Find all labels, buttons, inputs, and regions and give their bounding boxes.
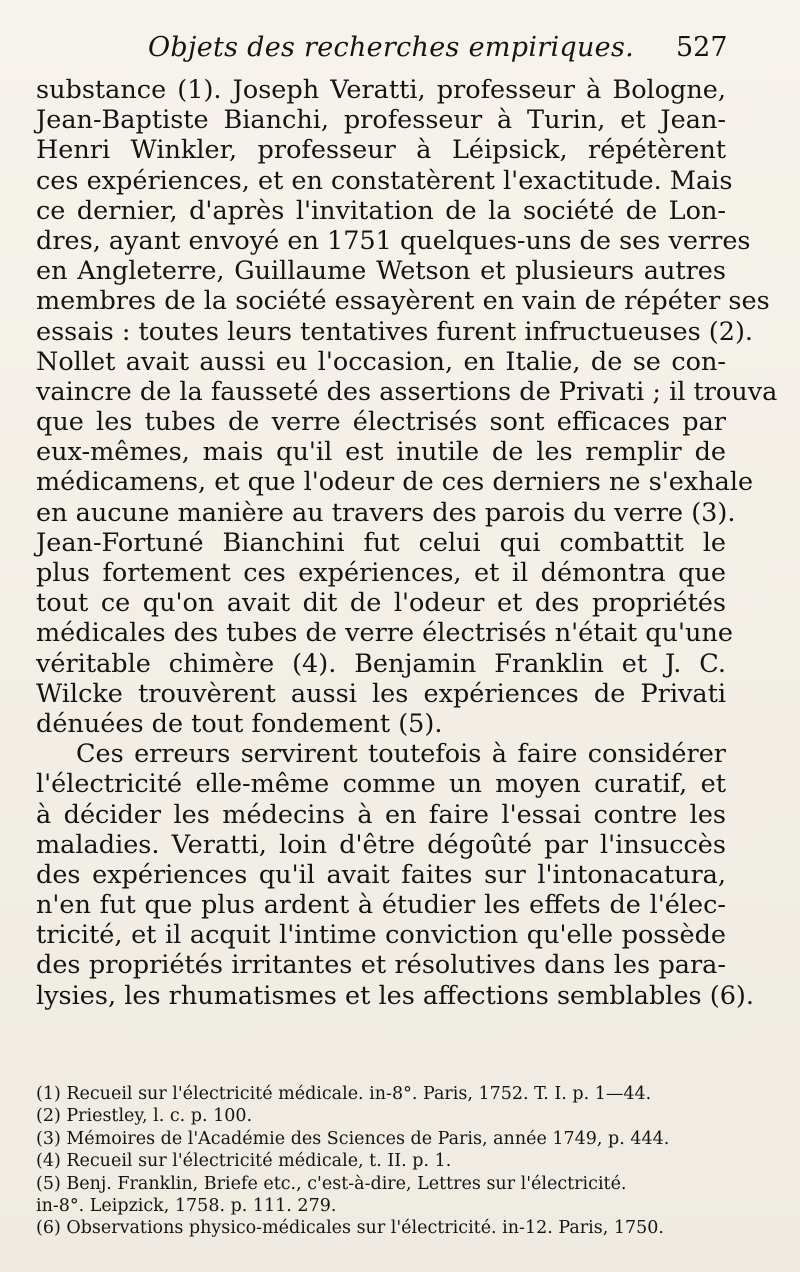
running-title: Objets des recherches empiriques.: [148, 32, 634, 63]
text-line: des propriétés irritantes et résolutives dans les para-: [36, 950, 726, 981]
footnote: (1) Recueil sur l'électricité médicale. in-8°. Paris, 1752. T. I. p. 1—44.: [36, 1084, 652, 1104]
text-line: essais : toutes leurs tentatives furent infructueuses (2).: [36, 316, 754, 347]
text-line: en aucune manière au travers des parois du verre (3).: [36, 497, 736, 528]
text-line: médicales des tubes de verre électrisés n'était qu'une: [36, 618, 733, 649]
text-line: véritable chimère (4). Benjamin Franklin et J. C.: [36, 648, 726, 679]
text-line: Ces erreurs servirent toutefois à faire considérer: [76, 739, 726, 770]
text-line: l'électricité elle-même comme un moyen curatif, et: [36, 769, 726, 800]
footnote: (4) Recueil sur l'électricité médicale, t. II. p. 1.: [36, 1151, 452, 1172]
text-line: vaincre de la fausseté des assertions de Privati ; il trouva: [36, 376, 778, 407]
footnote: (5) Benj. Franklin, Briefe etc., c'est-à-dire, Lettres sur l'électricité.: [36, 1173, 627, 1194]
footnotes: [36, 1083, 726, 1240]
text-line: dres, ayant envoyé en 1751 quelques-uns de ses verres: [36, 225, 751, 256]
text-line: tout ce qu'on avait dit de l'odeur et des propriétés: [36, 588, 726, 619]
text-line: Nollet avait aussi eu l'occasion, en Italie, de se con-: [36, 346, 726, 377]
text-line: tricité, et il acquit l'intime conviction qu'elle possède: [36, 920, 726, 951]
text-line: n'en fut que plus ardent à étudier les effets de l'élec-: [36, 890, 726, 921]
footnote: in-8°. Leipzick, 1758. p. 111. 279.: [36, 1195, 337, 1216]
text-line: Wilcke trouvèrent aussi les expériences de Privati: [36, 678, 726, 709]
text-line: eux-mêmes, mais qu'il est inutile de les remplir de: [36, 437, 726, 468]
footnote: (2) Priestley, l. c. p. 100.: [36, 1106, 253, 1127]
text-line: plus fortement ces expériences, et il démontra que: [36, 558, 726, 588]
page-number: 527: [676, 32, 728, 63]
text-line: Henri Winkler, professeur à Léipsick, répétèrent: [36, 135, 726, 166]
text-line: ce dernier, d'après l'invitation de la société de Lon-: [36, 195, 726, 226]
text-line: lysies, les rhumatismes et les affections semblables (6).: [36, 980, 754, 1011]
footnote: (6) Observations physico-médicales sur l'électricité. in-12. Paris, 1750.: [36, 1218, 664, 1239]
text-line: médicamens, et que l'odeur de ces derniers ne s'exhale: [36, 467, 754, 498]
text-line: maladies. Veratti, loin d'être dégoûté par l'insuccès: [36, 829, 726, 860]
text-line: en Angleterre, Guillaume Wetson et plusieurs autres: [36, 256, 726, 287]
text-line: à décider les médecins à en faire l'essai contre les: [36, 799, 726, 830]
page-header: [0, 28, 800, 68]
text-line: Jean-Baptiste Bianchi, professeur à Turin, et Jean-: [36, 105, 726, 136]
text-line: substance (1). Joseph Veratti, professeur à Bologne,: [36, 75, 726, 105]
text-line: ces expériences, et en constatèrent l'exactitude. Mais: [36, 165, 733, 196]
text-line: que les tubes de verre électrisés sont efficaces par: [36, 407, 726, 438]
body-text: [36, 75, 778, 1011]
text-line: membres de la société essayèrent en vain de répéter ses: [36, 286, 770, 317]
text-line: des expériences qu'il avait faites sur l'intonacatura,: [36, 859, 726, 890]
text-line: Jean-Fortuné Bianchini fut celui qui combattit le: [36, 527, 726, 558]
footnote: (3) Mémoires de l'Académie des Sciences de Paris, année 1749, p. 444.: [36, 1128, 670, 1149]
text-line: dénuées de tout fondement (5).: [36, 708, 443, 739]
